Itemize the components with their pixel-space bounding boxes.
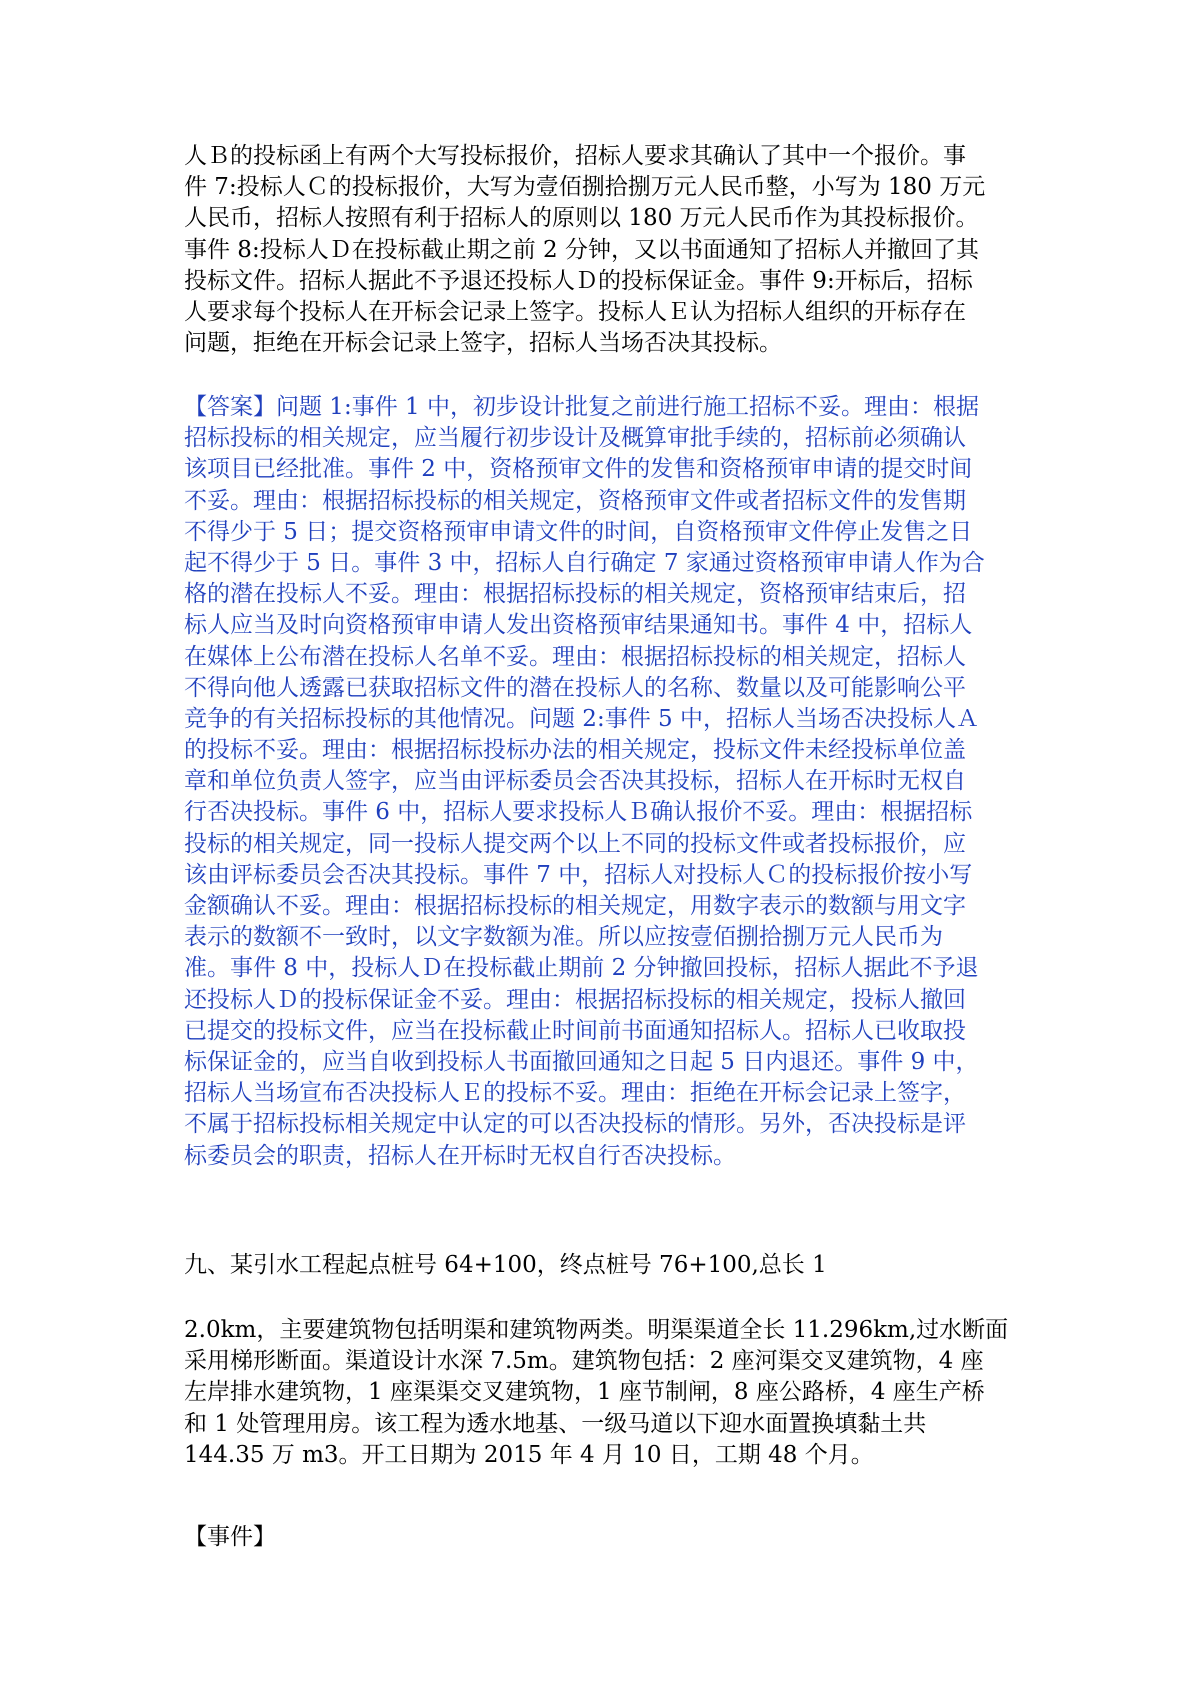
intro-line: 人要求每个投标人在开标会记录上签字。投标人Ｅ认为招标人组织的开标存在 — [184, 298, 966, 325]
events-heading-text: 【事件】 — [184, 1524, 276, 1550]
answer-line: 不妥。理由：根据招标投标的相关规定，资格预审文件或者招标文件的发售期 — [184, 487, 966, 514]
answer-line: 章和单位负责人签字，应当由评标委员会否决其投标，招标人在开标时无权自 — [184, 768, 966, 795]
intro-line: 件 7:投标人Ｃ的投标报价，大写为壹佰捌拾捌万元人民币整，小写为 180 万元 — [184, 174, 986, 201]
answer-line: 该由评标委员会否决其投标。事件 7 中，招标人对投标人Ｃ的投标报价按小写 — [184, 861, 973, 888]
answer-line: 不得向他人透露已获取招标文件的潜在投标人的名称、数量以及可能影响公平 — [184, 674, 966, 701]
answer-line: 标委员会的职责，招标人在开标时无权自行否决投标。 — [184, 1142, 736, 1169]
answer-line: 招标人当场宣布否决投标人Ｅ的投标不妥。理由：拒绝在开标会记录上签字， — [184, 1080, 966, 1107]
answer-line: 在媒体上公布潜在投标人名单不妥。理由：根据招标投标的相关规定，招标人 — [184, 643, 966, 670]
question-title-line: 九、某引水工程起点桩号 64+100，终点桩号 76+100,总长 1 — [184, 1252, 827, 1278]
intro-line: 人民币，招标人按照有利于招标人的原则以 180 万元人民币作为其投标报价。 — [184, 205, 979, 232]
question-line: 144.35 万 m3。开工日期为 2015 年 4 月 10 日，工期 48 个月。 — [184, 1441, 874, 1468]
answer-line: 的投标不妥。理由：根据招标投标办法的相关规定，投标文件未经投标单位盖 — [184, 737, 966, 764]
intro-line: 事件 8:投标人Ｄ在投标截止期之前 2 分钟，又以书面通知了招标人并撤回了其 — [184, 236, 979, 263]
question-line: 左岸排水建筑物，1 座渠渠交叉建筑物，1 座节制闸，8 座公路桥，4 座生产桥 — [184, 1379, 985, 1406]
question-line: 和 1 处管理用房。该工程为透水地基、一级马道以下迎水面置换填黏土共 — [184, 1410, 927, 1437]
answer-line: 招标投标的相关规定，应当履行初步设计及概算审批手续的，招标前必须确认 — [184, 425, 966, 452]
answer-line: 起不得少于 5 日。事件 3 中，招标人自行确定 7 家通过资格预审申请人作为合 — [184, 549, 985, 576]
answer-line: 标保证金的，应当自收到投标人书面撤回通知之日起 5 日内退还。事件 9 中， — [184, 1048, 979, 1075]
question-line: 2.0km，主要建筑物包括明渠和建筑物两类。明渠渠道全长 11.296km,过水断面 — [184, 1317, 1009, 1343]
question-line: 采用梯形断面。渠道设计水深 7.5m。建筑物包括：2 座河渠交叉建筑物，4 座 — [184, 1348, 984, 1375]
intro-line: 投标文件。招标人据此不予退还投标人Ｄ的投标保证金。事件 9:开标后，招标 — [184, 267, 973, 294]
intro-paragraph — [184, 141, 1014, 359]
question-9-body — [184, 1315, 1014, 1471]
answer-line: 还投标人Ｄ的投标保证金不妥。理由：根据招标投标的相关规定，投标人撤回 — [184, 986, 966, 1013]
answer-line: 行否决投标。事件 6 中，招标人要求投标人Ｂ确认报价不妥。理由：根据招标 — [184, 799, 973, 826]
answer-line: 准。事件 8 中，投标人Ｄ在投标截止期前 2 分钟撤回投标，招标人据此不予退 — [184, 955, 979, 982]
answer-line: 表示的数额不一致时，以文字数额为准。所以应按壹佰捌拾捌万元人民币为 — [184, 924, 943, 951]
answer-line: 不属于招标投标相关规定中认定的可以否决投标的情形。另外，否决投标是评 — [184, 1111, 966, 1138]
question-9-title — [184, 1250, 1014, 1281]
intro-line: 人Ｂ的投标函上有两个大写投标报价，招标人要求其确认了其中一个报价。事 — [184, 143, 966, 169]
answer-line: 标人应当及时向资格预审申请人发出资格预审结果通知书。事件 4 中，招标人 — [184, 612, 973, 639]
answer-line: 【答案】问题 1:事件 1 中，初步设计批复之前进行施工招标不妥。理由：根据 — [184, 394, 979, 420]
answer-line: 竞争的有关招标投标的其他情况。问题 2:事件 5 中，招标人当场否决投标人Ａ — [184, 705, 979, 732]
answer-line: 投标的相关规定，同一投标人提交两个以上不同的投标文件或者投标报价，应 — [184, 830, 966, 857]
answer-line: 已提交的投标文件，应当在投标截止时间前书面通知招标人。招标人已收取投 — [184, 1017, 966, 1044]
answer-line: 格的潜在投标人不妥。理由：根据招标投标的相关规定，资格预审结束后，招 — [184, 581, 966, 608]
answer-line: 不得少于 5 日；提交资格预审申请文件的时间，自资格预审文件停止发售之日 — [184, 518, 973, 545]
answer-line: 该项目已经批准。事件 2 中，资格预审文件的发售和资格预审申请的提交时间 — [184, 456, 973, 483]
intro-line: 问题，拒绝在开标会记录上签字，招标人当场否决其投标。 — [184, 330, 782, 357]
answer-paragraph — [184, 392, 1014, 1172]
events-heading — [184, 1522, 1014, 1553]
answer-line: 金额确认不妥。理由：根据招标投标的相关规定，用数字表示的数额与用文字 — [184, 893, 966, 919]
